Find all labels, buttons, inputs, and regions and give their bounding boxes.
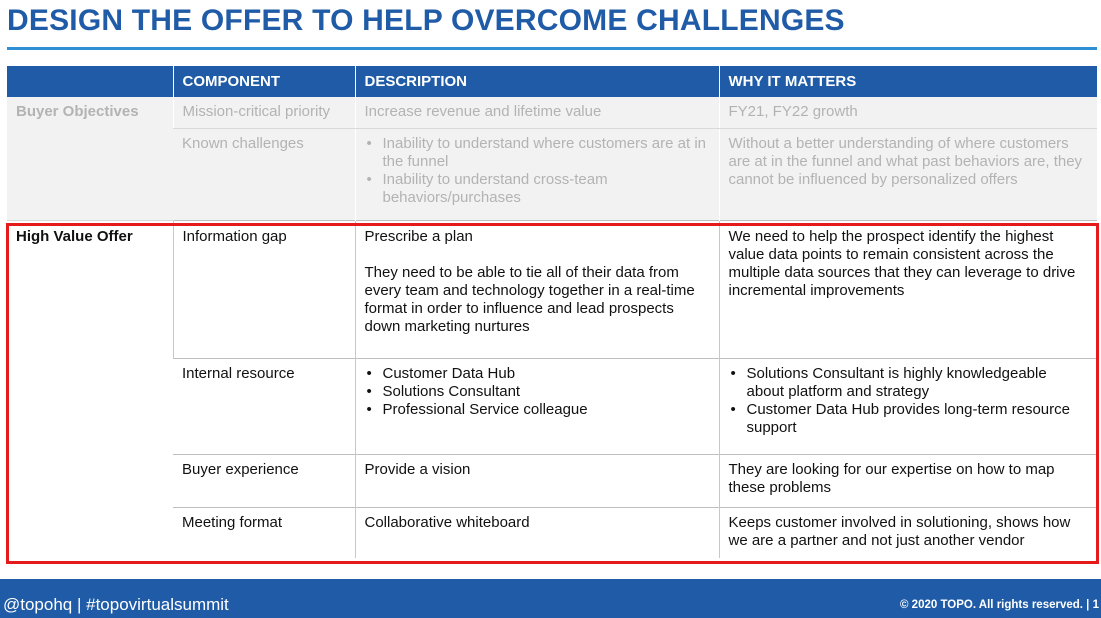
- component-cell: Information gap: [173, 220, 355, 358]
- why-cell: Keeps customer involved in solutioning, shows how we are a partner and not just another vendor: [719, 507, 1097, 558]
- description-cell: Collaborative whiteboard: [355, 507, 719, 558]
- component-cell: Meeting format: [173, 507, 355, 558]
- header-description: DESCRIPTION: [355, 66, 719, 97]
- table-header-row: [7, 66, 1097, 97]
- offer-design-table: [7, 66, 1097, 558]
- list-item: • Professional Service colleague: [365, 401, 710, 419]
- list-item: • Inability to understand cross-team behaviors/purchases: [365, 171, 710, 207]
- description-body: They need to be able to tie all of their data from every team and technology together in a real-time format in order to influence and lead prospects down marketing nurtures: [364, 263, 695, 335]
- footer-copyright: © 2020 TOPO. All rights reserved. | 1: [900, 599, 1099, 611]
- description-cell: [355, 220, 719, 358]
- description-bullet-list: [365, 365, 710, 419]
- header-component: COMPONENT: [173, 66, 355, 97]
- paragraph-spacer: [365, 246, 710, 264]
- description-cell: Increase revenue and lifetime value: [355, 97, 719, 128]
- title-divider: [7, 47, 1097, 50]
- page-title: DESIGN THE OFFER TO HELP OVERCOME CHALLENGES: [7, 4, 845, 37]
- component-cell: Mission-critical priority: [173, 97, 355, 128]
- description-cell: Provide a vision: [355, 454, 719, 507]
- list-item: • Inability to understand where customers are at in the funnel: [365, 135, 710, 171]
- section-label-high-value-offer: High Value Offer: [7, 220, 173, 558]
- list-item: • Customer Data Hub provides long-term resource support: [729, 401, 1089, 437]
- list-item: • Customer Data Hub: [365, 365, 710, 383]
- description-cell: [355, 128, 719, 220]
- table-row: [7, 220, 1097, 358]
- description-cell: [355, 358, 719, 454]
- footer-social-handles: @topohq | #topovirtualsummit: [3, 595, 229, 614]
- why-bullet-list: [729, 365, 1089, 437]
- header-why-it-matters: WHY IT MATTERS: [719, 66, 1097, 97]
- why-cell: They are looking for our expertise on how to map these problems: [719, 454, 1097, 507]
- section-label-buyer-objectives: Buyer Objectives: [7, 97, 173, 220]
- footer-bar: [0, 579, 1101, 618]
- component-cell: Known challenges: [173, 128, 355, 220]
- why-cell: FY21, FY22 growth: [719, 97, 1097, 128]
- component-cell: Internal resource: [173, 358, 355, 454]
- why-cell: Without a better understanding of where customers are at in the funnel and what past behaviors are, they cannot be influenced by personalized offers: [719, 128, 1097, 220]
- component-cell: Buyer experience: [173, 454, 355, 507]
- list-item: • Solutions Consultant is highly knowledgeable about platform and strategy: [729, 365, 1089, 401]
- description-bullet-list: [365, 135, 710, 207]
- table-row: [7, 97, 1097, 128]
- why-cell: We need to help the prospect identify the highest value data points to remain consistent across the multiple data sources that they can leverage to drive incremental improvements: [719, 220, 1097, 358]
- why-cell: [719, 358, 1097, 454]
- list-item: • Solutions Consultant: [365, 383, 710, 401]
- description-lead: Prescribe a plan: [364, 227, 473, 245]
- header-cell-blank: [7, 66, 173, 97]
